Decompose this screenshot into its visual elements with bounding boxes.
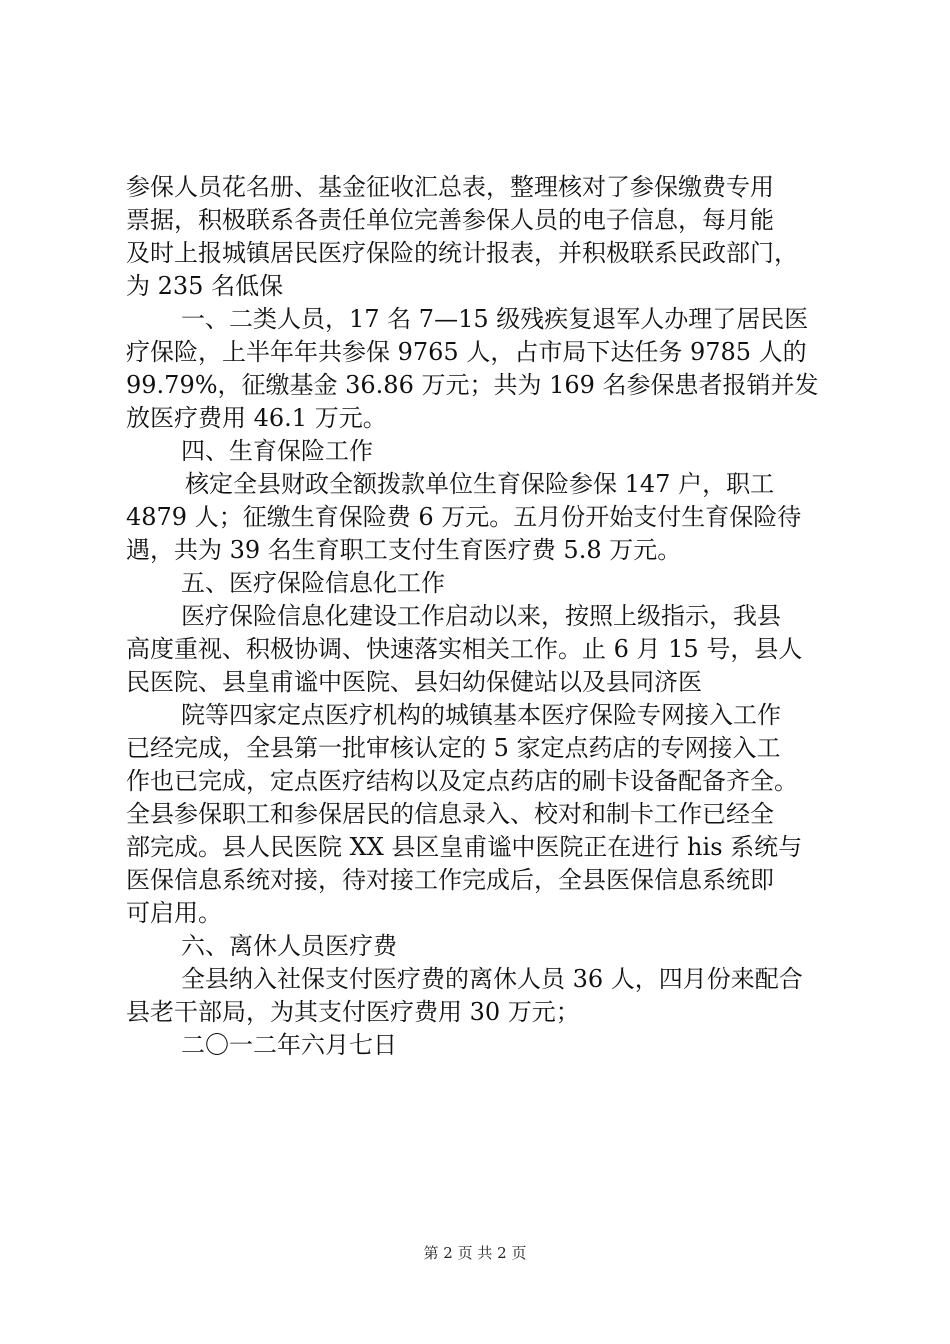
section-heading: 六、离休人员医疗费 bbox=[181, 932, 397, 960]
body-text-line: 为 235 名低保 bbox=[126, 272, 284, 300]
body-text-line: 高度重视、积极协调、快速落实相关工作。止 6 月 15 号，县人 bbox=[126, 635, 803, 663]
body-text-line: 医疗保险信息化建设工作启动以来，按照上级指示，我县 bbox=[181, 602, 781, 630]
body-text-line: 作也已完成，定点医疗结构以及定点药店的刷卡设备配备齐全。 bbox=[126, 767, 798, 795]
body-text-line: 疗保险，上半年年共参保 9765 人，占市局下达任务 9785 人的 bbox=[126, 338, 807, 366]
body-text-line: 参保人员花名册、基金征收汇总表，整理核对了参保缴费专用 bbox=[126, 173, 774, 201]
body-text-line: 放医疗费用 46.1 万元。 bbox=[126, 404, 387, 432]
body-text-line: 核定全县财政全额拨款单位生育保险参保 147 户，职工 bbox=[185, 470, 775, 498]
body-text-line: 及时上报城镇居民医疗保险的统计报表，并积极联系民政部门， bbox=[126, 239, 798, 267]
section-heading: 五、医疗保险信息化工作 bbox=[181, 569, 445, 597]
body-text-line: 全县参保职工和参保居民的信息录入、校对和制卡工作已经全 bbox=[126, 800, 774, 828]
page-number-footer: 第 2 页 共 2 页 bbox=[423, 1244, 527, 1262]
body-text-line: 4879 人；征缴生育保险费 6 万元。五月份开始支付生育保险待 bbox=[126, 503, 802, 531]
body-text-line: 县老干部局，为其支付医疗费用 30 万元； bbox=[126, 998, 580, 1026]
body-text-line: 一、二类人员，17 名 7—15 级残疾复退军人办理了居民医 bbox=[181, 305, 809, 333]
body-text-line: 遇，共为 39 名生育职工支付生育医疗费 5.8 万元。 bbox=[126, 536, 682, 564]
body-text-line: 部完成。县人民医院 XX 县区皇甫谧中医院正在进行 his 系统与 bbox=[126, 833, 803, 861]
body-text-line: 99.79%，征缴基金 36.86 万元；共为 169 名参保患者报销并发 bbox=[126, 371, 819, 399]
body-text-line: 全县纳入社保支付医疗费的离休人员 36 人，四月份来配合 bbox=[181, 965, 803, 993]
body-text-line: 医保信息系统对接，待对接工作完成后，全县医保信息系统即 bbox=[126, 866, 774, 894]
body-text-line: 已经完成，全县第一批审核认定的 5 家定点药店的专网接入工 bbox=[126, 734, 781, 762]
body-text-line: 票据，积极联系各责任单位完善参保人员的电子信息，每月能 bbox=[126, 206, 774, 234]
body-text-line: 可启用。 bbox=[126, 899, 222, 927]
body-text-line: 民医院、县皇甫谧中医院、县妇幼保健站以及县同济医 bbox=[126, 668, 702, 696]
date-line: 二〇一二年六月七日 bbox=[181, 1031, 397, 1059]
body-text-line: 院等四家定点医疗机构的城镇基本医疗保险专网接入工作 bbox=[181, 701, 781, 729]
section-heading: 四、生育保险工作 bbox=[181, 437, 373, 465]
